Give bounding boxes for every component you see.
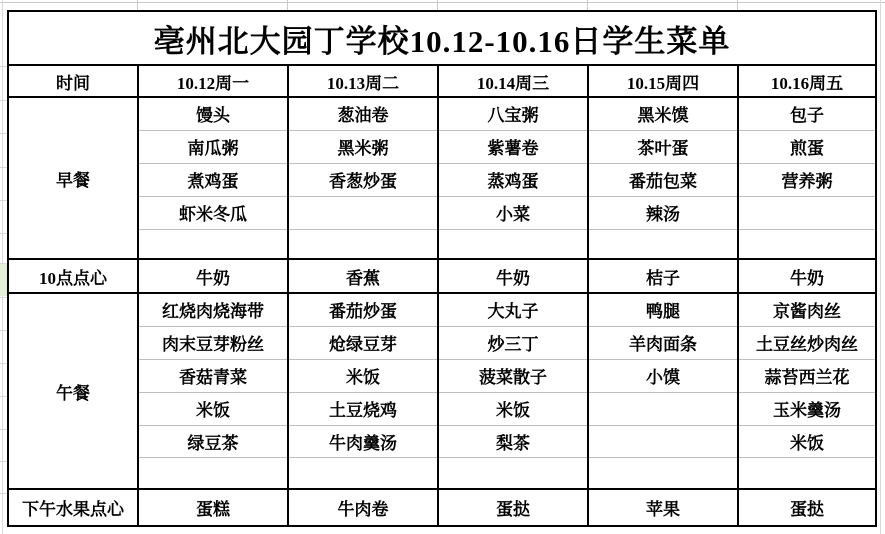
menu-row (8, 130, 876, 163)
menu-item-cell[interactable] (588, 425, 738, 457)
menu-item-cell[interactable]: 米饭 (738, 425, 876, 457)
menu-row (8, 359, 876, 392)
menu-item-cell[interactable]: 京酱肉丝 (738, 293, 876, 326)
header-cell-day-monday[interactable]: 10.12周一 (138, 65, 288, 97)
menu-row (8, 163, 876, 196)
header-cell-time[interactable]: 时间 (8, 65, 138, 97)
section-label-cell[interactable]: 午餐 (8, 293, 138, 489)
sheet-gridline-row-stub (0, 396, 7, 397)
menu-row (8, 97, 876, 130)
title-row (8, 11, 876, 65)
menu-item-cell[interactable]: 牛奶 (738, 259, 876, 293)
menu-item-cell[interactable]: 梨茶 (438, 425, 588, 457)
sheet-gridline-col3 (437, 0, 438, 10)
menu-item-cell[interactable] (438, 229, 588, 259)
sheet-gridline-row-stub (0, 167, 7, 168)
menu-item-cell[interactable]: 香葱炒蛋 (288, 163, 438, 196)
menu-item-cell[interactable]: 苹果 (588, 489, 738, 526)
menu-item-cell[interactable] (288, 229, 438, 259)
menu-item-cell[interactable] (588, 229, 738, 259)
section-label-cell[interactable]: 下午水果点心 (8, 489, 138, 526)
sheet-gridline-col2 (287, 0, 288, 10)
menu-item-cell[interactable]: 牛肉羹汤 (288, 425, 438, 457)
menu-item-cell[interactable] (138, 457, 288, 489)
menu-row (8, 293, 876, 326)
menu-item-cell[interactable]: 米饭 (438, 392, 588, 425)
menu-row (8, 229, 876, 259)
sheet-gridline-row-stub (0, 133, 7, 134)
menu-item-cell[interactable]: 米饭 (288, 359, 438, 392)
menu-row (8, 259, 876, 293)
sheet-gridline-row-stub (0, 200, 7, 201)
menu-item-cell[interactable]: 营养粥 (738, 163, 876, 196)
menu-item-cell[interactable] (438, 457, 588, 489)
header-row (8, 65, 876, 97)
header-cell-day-wednesday[interactable]: 10.14周三 (438, 65, 588, 97)
menu-item-cell[interactable] (738, 457, 876, 489)
menu-item-cell[interactable] (588, 457, 738, 489)
menu-item-cell[interactable]: 煎蛋 (738, 130, 876, 163)
menu-body (8, 97, 876, 526)
sheet-gridline-row-stub (0, 461, 7, 462)
menu-item-cell[interactable]: 牛肉卷 (288, 489, 438, 526)
sheet-gridline-row-stub (0, 100, 7, 101)
menu-item-cell[interactable]: 南瓜粥 (138, 130, 288, 163)
menu-item-cell[interactable]: 蛋挞 (738, 489, 876, 526)
menu-item-cell[interactable]: 番茄炒蛋 (288, 293, 438, 326)
header-cell-day-thursday[interactable]: 10.15周四 (588, 65, 738, 97)
sheet-gridline-right (880, 0, 881, 534)
menu-item-cell[interactable]: 八宝粥 (438, 97, 588, 130)
menu-item-cell[interactable]: 桔子 (588, 259, 738, 293)
sheet-gridline-row-stub (0, 233, 7, 234)
menu-item-cell[interactable]: 炒三丁 (438, 326, 588, 359)
menu-item-cell[interactable]: 绿豆茶 (138, 425, 288, 457)
menu-item-cell[interactable] (288, 196, 438, 229)
menu-item-cell[interactable]: 香蕉 (288, 259, 438, 293)
menu-item-cell[interactable]: 小馍 (588, 359, 738, 392)
menu-item-cell[interactable]: 炝绿豆芽 (288, 326, 438, 359)
menu-item-cell[interactable]: 包子 (738, 97, 876, 130)
menu-row (8, 425, 876, 457)
header-cell-day-tuesday[interactable]: 10.13周二 (288, 65, 438, 97)
menu-item-cell[interactable]: 土豆烧鸡 (288, 392, 438, 425)
sheet-gridline-row-stub (0, 363, 7, 364)
menu-item-cell[interactable] (738, 229, 876, 259)
menu-item-cell[interactable] (738, 196, 876, 229)
menu-item-cell[interactable]: 葱油卷 (288, 97, 438, 130)
menu-item-cell[interactable]: 茶叶蛋 (588, 130, 738, 163)
menu-table (7, 10, 877, 527)
menu-item-cell[interactable]: 蛋糕 (138, 489, 288, 526)
menu-item-cell[interactable]: 米饭 (138, 392, 288, 425)
menu-item-cell[interactable]: 虾米冬瓜 (138, 196, 288, 229)
menu-item-cell[interactable]: 香菇青菜 (138, 359, 288, 392)
row-highlight-green (0, 264, 7, 296)
header-cell-day-friday[interactable]: 10.16周五 (738, 65, 876, 97)
sheet-gridline-row-stub (0, 493, 7, 494)
menu-item-cell[interactable]: 番茄包菜 (588, 163, 738, 196)
menu-title-cell[interactable]: 亳州北大园丁学校10.12-10.16日学生菜单 (8, 11, 876, 65)
menu-item-cell[interactable]: 馒头 (138, 97, 288, 130)
menu-item-cell[interactable]: 大丸子 (438, 293, 588, 326)
menu-row (8, 196, 876, 229)
menu-item-cell[interactable]: 黑米馍 (588, 97, 738, 130)
menu-item-cell[interactable]: 红烧肉烧海带 (138, 293, 288, 326)
menu-item-cell[interactable]: 鸭腿 (588, 293, 738, 326)
menu-item-cell[interactable]: 紫薯卷 (438, 130, 588, 163)
menu-item-cell[interactable]: 玉米羹汤 (738, 392, 876, 425)
menu-item-cell[interactable]: 羊肉面条 (588, 326, 738, 359)
menu-item-cell[interactable]: 肉末豆芽粉丝 (138, 326, 288, 359)
sheet-gridline-col4 (587, 0, 588, 10)
menu-item-cell[interactable]: 牛奶 (138, 259, 288, 293)
section-label-cell[interactable]: 10点点心 (8, 259, 138, 293)
menu-row (8, 326, 876, 359)
sheet-gridline-col1 (137, 0, 138, 10)
sheet-gridline-row-stub (0, 330, 7, 331)
menu-row (8, 457, 876, 489)
sheet-gridline-row-stub (0, 297, 7, 298)
menu-item-cell[interactable]: 黑米粥 (288, 130, 438, 163)
menu-row (8, 489, 876, 526)
menu-item-cell[interactable]: 牛奶 (438, 259, 588, 293)
menu-item-cell[interactable]: 蛋挞 (438, 489, 588, 526)
sheet-gridline-top (0, 2, 885, 3)
menu-item-cell[interactable]: 小菜 (438, 196, 588, 229)
menu-item-cell[interactable] (588, 392, 738, 425)
sheet-gridline-col5 (737, 0, 738, 10)
menu-row (8, 392, 876, 425)
menu-item-cell[interactable]: 辣汤 (588, 196, 738, 229)
section-label-cell[interactable]: 早餐 (8, 97, 138, 259)
sheet-gridline-row-stub (0, 66, 7, 67)
menu-item-cell[interactable] (288, 457, 438, 489)
menu-item-cell[interactable]: 土豆丝炒肉丝 (738, 326, 876, 359)
menu-item-cell[interactable]: 菠菜散子 (438, 359, 588, 392)
sheet-gridline-row-stub (0, 429, 7, 430)
menu-item-cell[interactable]: 蒸鸡蛋 (438, 163, 588, 196)
menu-item-cell[interactable] (138, 229, 288, 259)
menu-item-cell[interactable]: 煮鸡蛋 (138, 163, 288, 196)
menu-item-cell[interactable]: 蒜苔西兰花 (738, 359, 876, 392)
